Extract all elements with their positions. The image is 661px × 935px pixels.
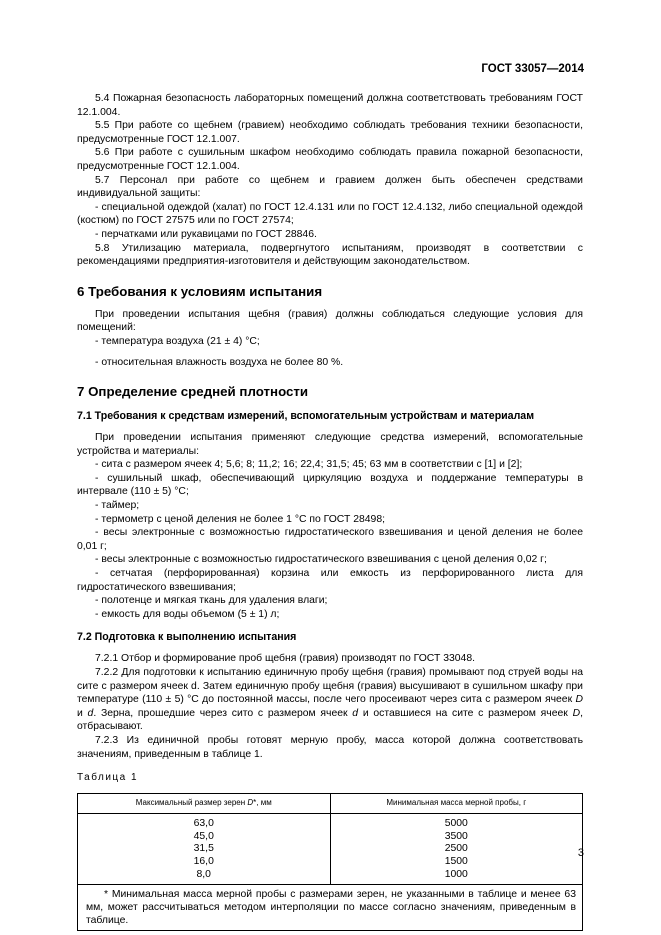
min-mass-values: 5000 3500 2500 1500 1000	[330, 813, 583, 884]
document-body	[77, 92, 583, 931]
clause-5-6: 5.6 При работе с сушильным шкафом необходимо соблюдать правила пожарной безопасности, предусмотренные ГОСТ 12.1.004.	[77, 147, 583, 172]
table-footnote-row	[78, 884, 583, 930]
equipment-item: - термометр с ценой деления не более 1 °C по ГОСТ 28498;	[95, 513, 385, 525]
clause-5-7-item-2: - перчатками или рукавицами по ГОСТ 28846.	[95, 228, 317, 240]
section-6-item-1: - температура воздуха (21 ± 4) °C;	[95, 335, 260, 347]
subsection-7-1-intro: При проведении испытания применяют следующие средства измерений, вспомогательные устройства и материалы:	[77, 432, 583, 457]
clause-5-5: 5.5 При работе со щебнем (гравием) необходимо соблюдать требования техники безопасности, предусмотренные ГОСТ 12.1.007.	[77, 120, 583, 145]
clause-5-7-item-1: - специальной одеждой (халат) по ГОСТ 12.4.131 или по ГОСТ 12.4.132, либо специальной одеждой (костюм) по ГОСТ 27575 или по ГОСТ 27574;	[77, 201, 583, 227]
equipment-item: - весы электронные с возможностью гидростатического взвешивания с ценой деления 0,02 г;	[95, 554, 547, 566]
clause-5-7: 5.7 Персонал при работе со щебнем и гравием должен быть обеспечен средствами индивидуальной защиты:	[77, 174, 583, 200]
column-header-max-size: Максимальный размер зерен D*, мм	[78, 793, 331, 813]
equipment-item: - сита с размером ячеек 4; 5,6; 8; 11,2; 16; 22,4; 31,5; 45; 63 мм в соответствии с [1] и [2];	[95, 459, 523, 471]
page-number: 3	[577, 847, 584, 859]
equipment-item: - емкость для воды объемом (5 ± 1) л;	[95, 608, 280, 620]
equipment-item: - полотенце и мягкая ткань для удаления влаги;	[95, 595, 328, 607]
clause-5-8: 5.8 Утилизацию материала, подвергнутого испытаниям, производят в соответствии с рекомендациями предприятия-изготовителя и действующим законодательством.	[77, 242, 583, 268]
document-code: ГОСТ 33057—2014	[481, 63, 584, 75]
section-6-item-2: - относительная влажность воздуха не более 80 %.	[95, 356, 344, 368]
table-caption: Таблица 1	[77, 772, 139, 784]
table-footnote: * Минимальная масса мерной пробы с размерами зерен, не указанными в таблице и менее 63 мм, может рассчитываться методом интерполяции по массе согласно значениям, приведенным в таблице.	[78, 884, 583, 930]
section-7-title: 7 Определение средней плотности	[77, 384, 309, 400]
column-header-min-mass: Минимальная масса мерной пробы, г	[330, 793, 583, 813]
equipment-item: - таймер;	[95, 500, 140, 512]
section-6-intro: При проведении испытания щебня (гравия) должны соблюдаться следующие условия для помещений:	[77, 308, 583, 334]
table-row	[78, 813, 583, 884]
clause-7-2-3: 7.2.3 Из единичной пробы готовят мерную пробу, масса которой должна соответствовать значениям, приведенным в таблице 1.	[77, 734, 583, 760]
section-6-title: 6 Требования к условиям испытания	[77, 283, 323, 299]
clause-7-2-1: 7.2.1 Отбор и формирование проб щебня (гравия) производят по ГОСТ 33048.	[95, 653, 475, 665]
equipment-item: - сушильный шкаф, обеспечивающий циркуляцию воздуха и поддержание температуры в интервале (110 ± 5) °C;	[77, 472, 583, 498]
equipment-item: - весы электронные с возможностью гидростатического взвешивания и ценой деления не более 0,01 г;	[77, 527, 583, 552]
max-size-values: 63,0 45,0 31,5 16,0 8,0	[78, 813, 331, 884]
subsection-7-2-title: 7.2 Подготовка к выполнению испытания	[77, 631, 297, 644]
table-header-row	[78, 793, 583, 813]
clause-5-4: 5.4 Пожарная безопасность лабораторных помещений должна соответствовать требованиям ГОСТ 12.1.004.	[77, 93, 583, 118]
clause-7-2-2: 7.2.2 Для подготовки к испытанию единичную пробу щебня (гравия) промывают под струей воды на сите с размером ячеек d. Затем единичную пробу щебня (гравия) высушивают в сушильном шкафу при температуре (110 ± 5) °C до постоянной массы, после чего просеивают через сита с размером ячеек D и d. Зерна, прошедшие через сито с размером ячеек d и оставшиеся на сите с размером ячеек D, отбрасывают.	[77, 667, 583, 733]
subsection-7-1-title: 7.1 Требования к средствам измерений, вспомогательным устройствам и материалам	[77, 410, 535, 423]
equipment-item: - сетчатая (перфорированная) корзина или емкость из перфорированного листа для гидростатического взвешивания;	[77, 568, 583, 593]
grain-size-table	[77, 793, 583, 931]
